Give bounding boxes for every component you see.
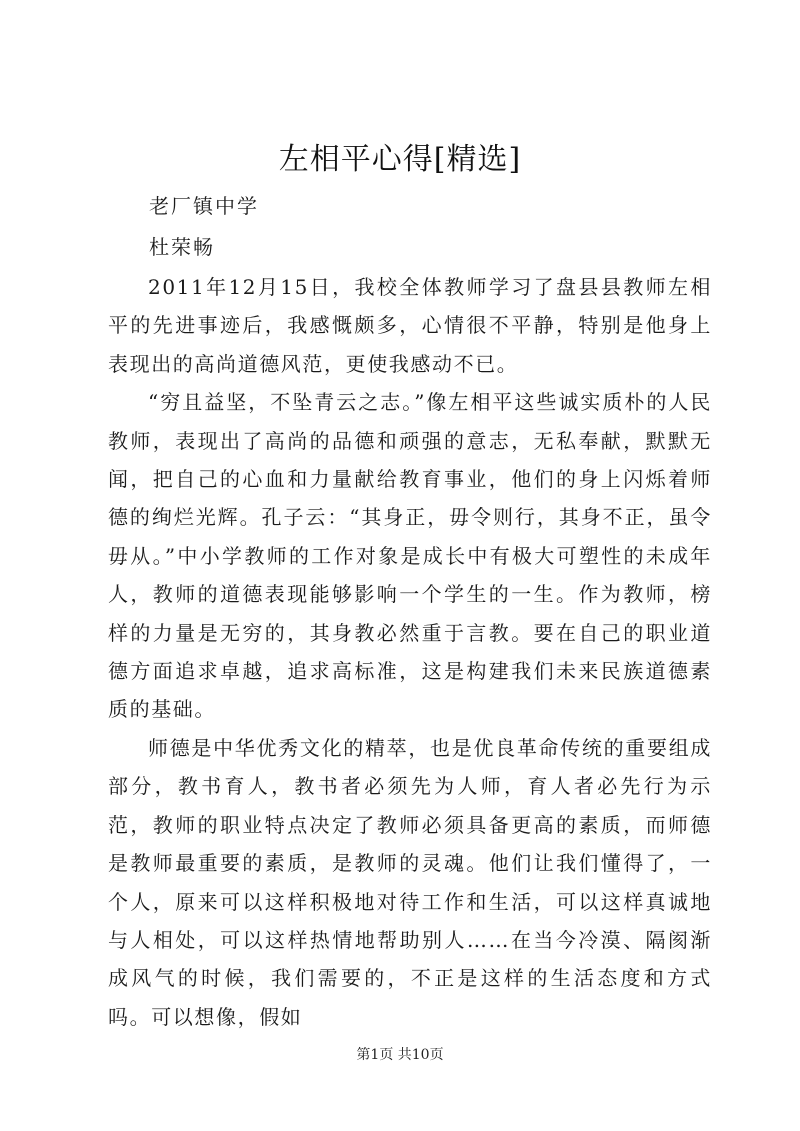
author-name: 杜荣畅	[149, 235, 215, 259]
page-footer: 第1页 共10页	[356, 1047, 444, 1063]
paragraph-2: “穷且益坚，不坠青云之志。”像左相平这些诚实质朴的人民教师，表现出了高尚的品德和顽强的意志，无私奉献，默默无闻，把自己的心血和力量献给教育事业，他们的身上闪烁着师德的绚烂光辉。孔子云：“其身正，毋令则行，其身不正，虽令毋从。”中小学教师的工作对象是成长中有极大可塑性的未成年人，教师的道德表现能够影响一个学生的一生。作为教师，榜样的力量是无穷的，其身教必然重于言教。要在自己的职业道德方面追求卓越，追求高标准，这是构建我们未来民族道德素质的基础。	[108, 390, 712, 722]
paragraph-1: 2011年12月15日，我校全体教师学习了盘县县教师左相平的先进事迹后，我感慨颇多，心情很不平静，特别是他身上表现出的高尚道德风范，更使我感动不已。	[108, 275, 712, 376]
document-title: 左相平心得[精选]	[278, 142, 522, 177]
document-body	[108, 268, 712, 1036]
school-name: 老厂镇中学	[149, 194, 259, 218]
paragraph-3: 师德是中华优秀文化的精萃，也是优良革命传统的重要组成部分，教书育人，教书者必须先为人师，育人者必先行为示范，教师的职业特点决定了教师必须具备更高的素质，而师德是教师最重要的素质，是教师的灵魂。他们让我们懂得了，一个人，原来可以这样积极地对待工作和生活，可以这样真诚地与人相处，可以这样热情地帮助别人……在当今冷漠、隔阂渐成风气的时候，我们需要的，不正是这样的生活态度和方式吗。可以想像，假如	[108, 735, 712, 1029]
